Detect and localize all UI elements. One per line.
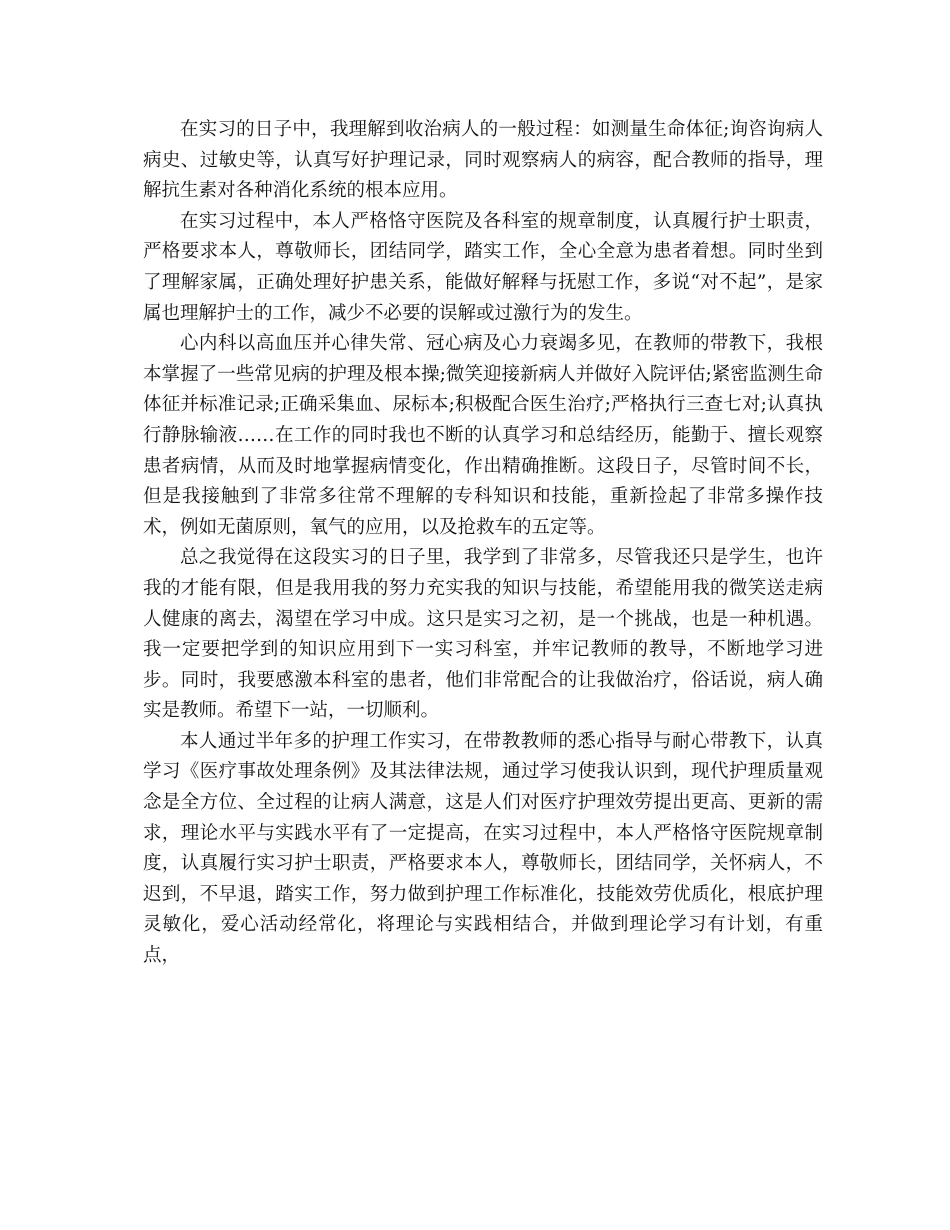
paragraph-2: 在实习过程中，本人严格恪守医院及各科室的规章制度，认真履行护士职责，严格要求本人，尊敬师长，团结同学，踏实工作，全心全意为患者着想。同时坐到了理解家属，正确处理好护患关系，能做好解释与抚慰工作，多说“对不起”，是家属也理解护士的工作，减少不必要的误解或过激行为的发生。 — [143, 210, 823, 324]
paragraph-1: 在实习的日子中，我理解到收治病人的一般过程：如测量生命体征;询咨询病人病史、过敏史等，认真写好护理记录，同时观察病人的病容，配合教师的指导，理解抗生素对各种消化系统的根本应用。 — [143, 119, 823, 202]
document-body — [143, 115, 823, 972]
paragraph-5: 本人通过半年多的护理工作实习，在带教教师的悉心指导与耐心带教下，认真学习《医疗事故处理条例》及其法律法规，通过学习使我认识到，现代护理质量观念是全方位、全过程的让病人满意，这是人们对医疗护理效劳提出更高、更新的需求，理论水平与实践水平有了一定提高，在实习过程中，本人严格恪守医院规章制度，认真履行实习护士职责，严格要求本人，尊敬师长，团结同学，关怀病人，不迟到，不早退，踏实工作，努力做到护理工作标准化，技能效劳优质化，根底护理灵敏化，爱心活动经常化，将理论与实践相结合，并做到理论学习有计划，有重点， — [143, 730, 823, 967]
paragraph-4: 总之我觉得在这段实习的日子里，我学到了非常多，尽管我还只是学生，也许我的才能有限，但是我用我的努力充实我的知识与技能，希望能用我的微笑送走病人健康的离去，渴望在学习中成。这只是实习之初，是一个挑战，也是一种机遇。我一定要把学到的知识应用到下一实习科室，并牢记教师的教导，不断地学习进步。同时，我要感激本科室的患者，他们非常配合的让我做治疗，俗话说，病人确实是教师。希望下一站，一切顺利。 — [143, 547, 823, 722]
paragraph-3: 心内科以高血压并心律失常、冠心病及心力衰竭多见，在教师的带教下，我根本掌握了一些常见病的护理及根本操;微笑迎接新病人并做好入院评估;紧密监测生命体征并标准记录;正确采集血、尿标本;积极配合医生治疗;严格执行三查七对;认真执行静脉输液……在工作的同时我也不断的认真学习和总结经历，能勤于、擅长观察患者病情，从而及时地掌握病情变化，作出精确推断。这段日子，尽管时间不长，但是我接触到了非常多往常不理解的专科知识和技能，重新捡起了非常多操作技术，例如无菌原则，氧气的应用，以及抢救车的五定等。 — [143, 333, 823, 538]
